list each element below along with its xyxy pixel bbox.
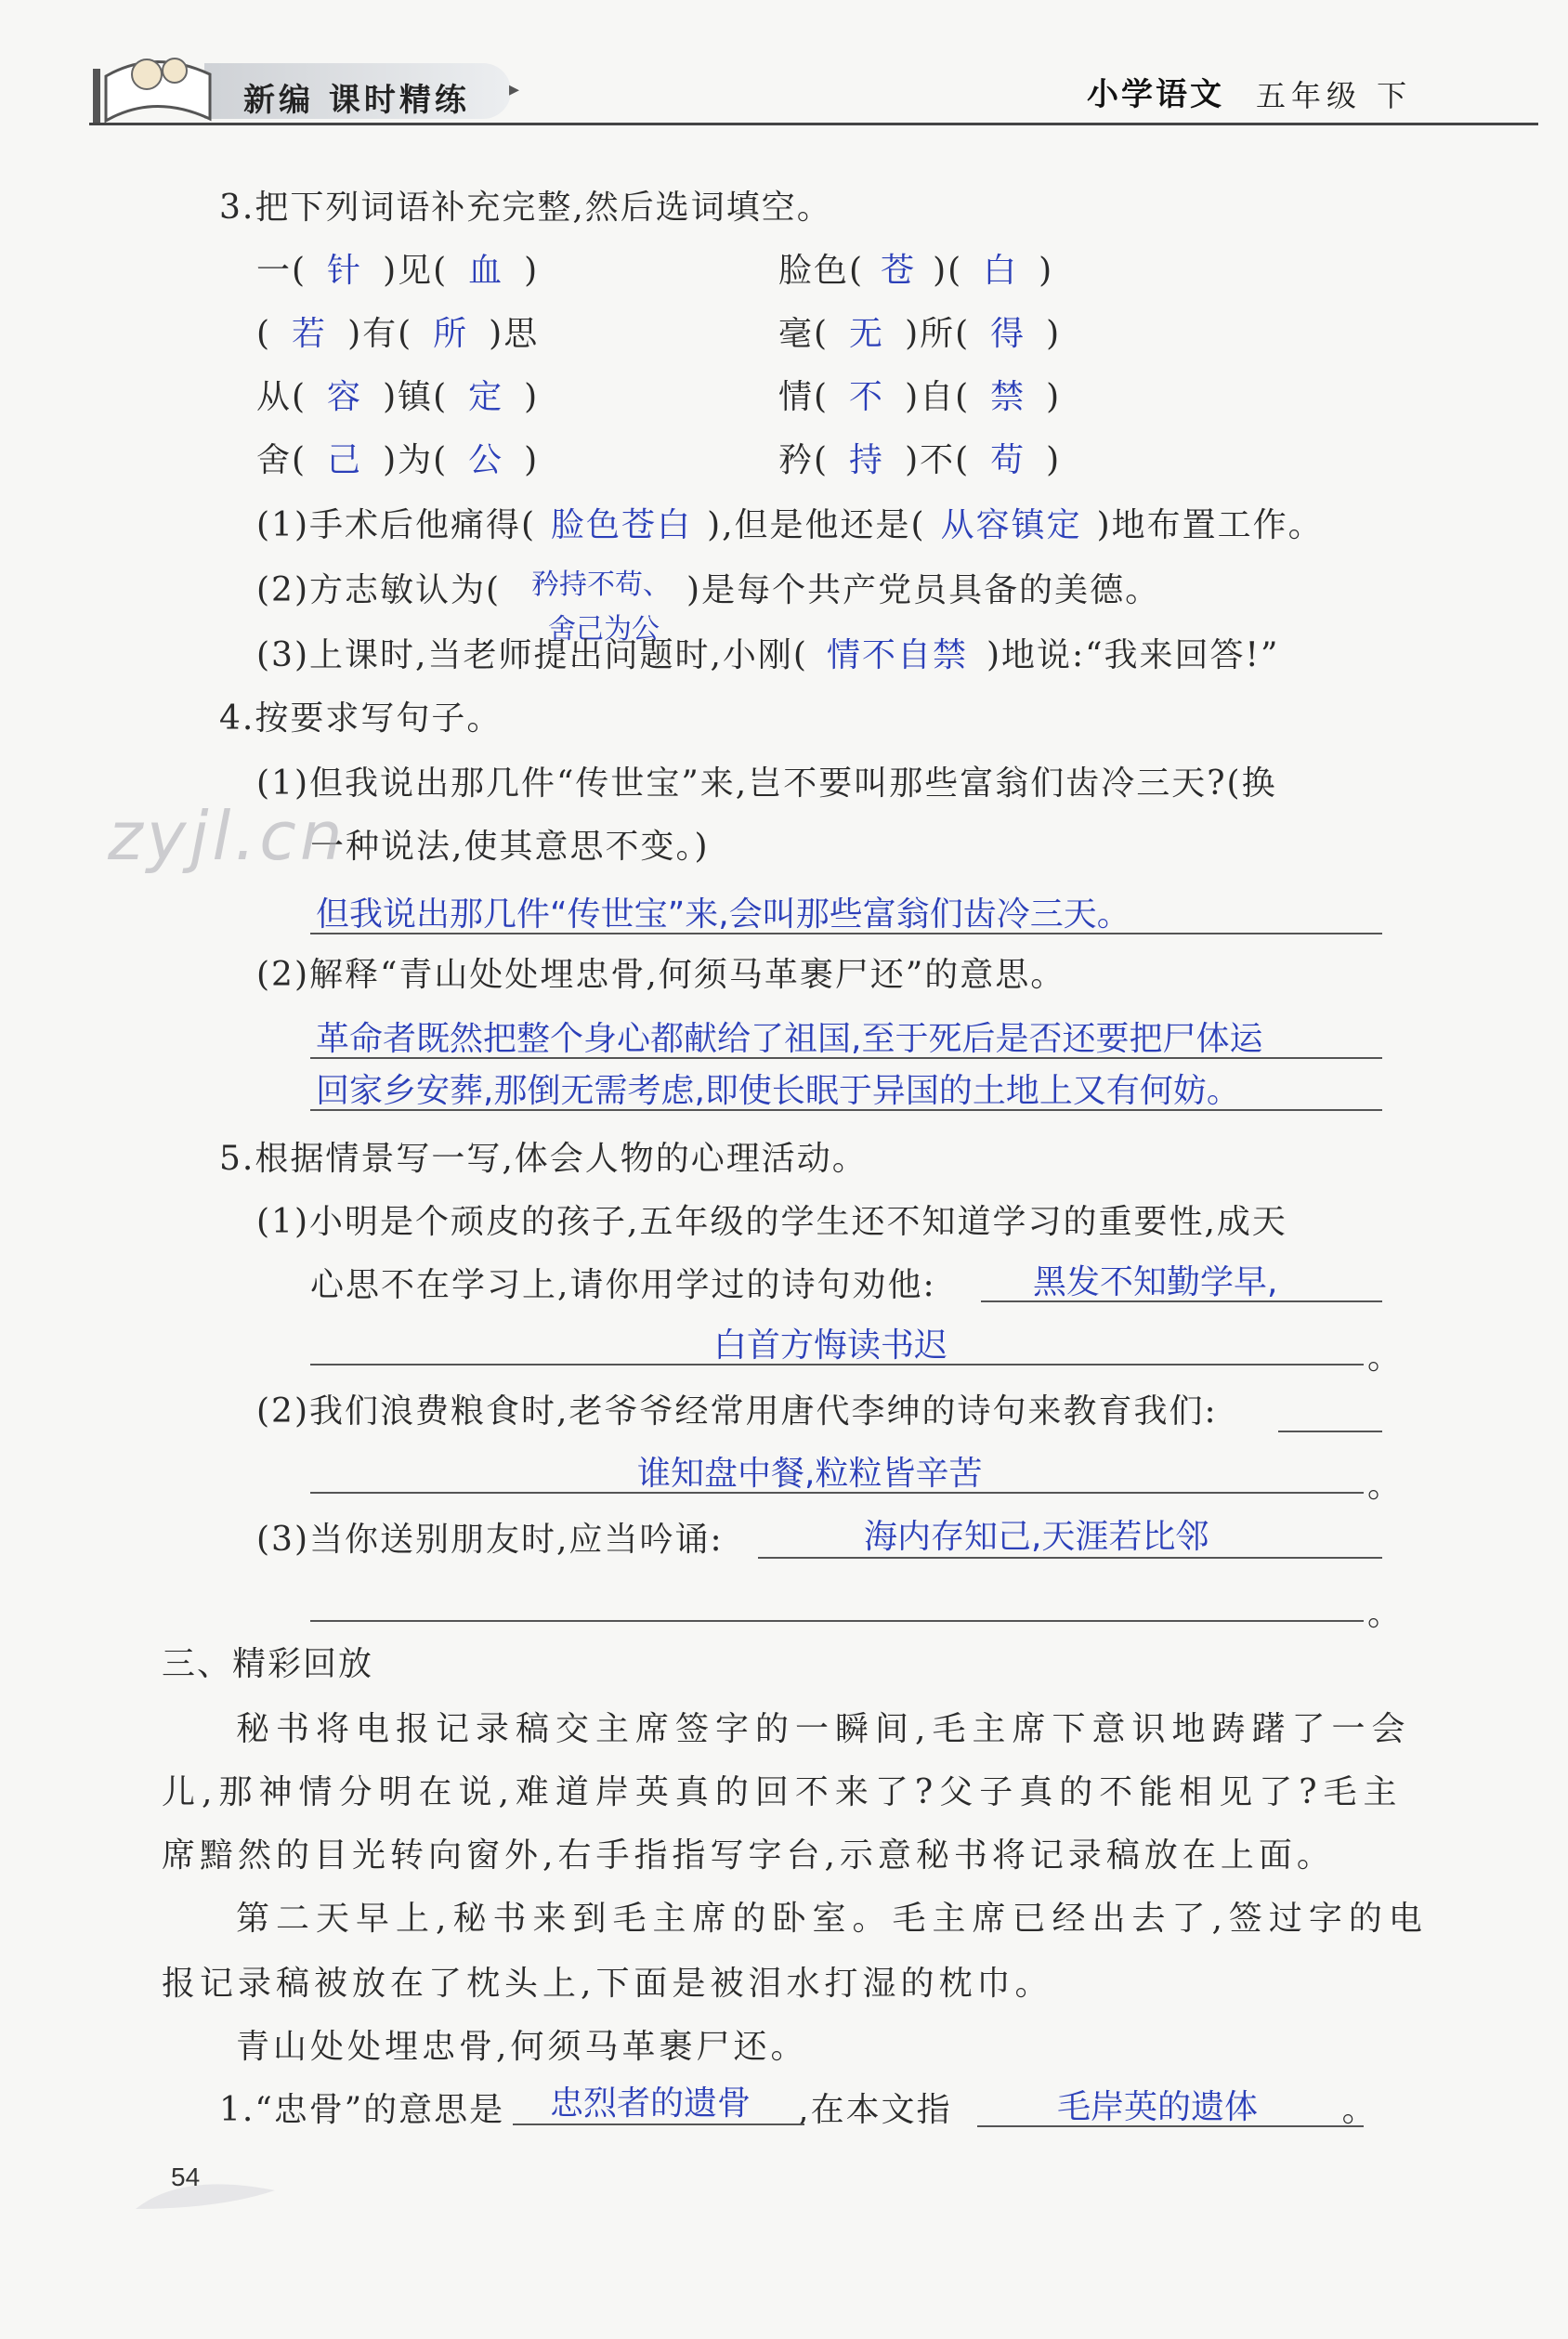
- word-pair: 情( 不 )自( 禁 ): [778, 378, 1062, 416]
- q5-part1-line2: 心思不在学习上,请你用学过的诗句劝他:: [310, 1266, 936, 1304]
- answer-line: [310, 1364, 1364, 1366]
- section3-q1-answer-1: 忠烈者的遗骨: [550, 2084, 751, 2123]
- page-number: 54: [171, 2163, 201, 2191]
- q5-title: 5.根据情景写一写,体会人物的心理活动。: [219, 1140, 868, 1178]
- answer-line: [758, 1557, 1382, 1559]
- answer-line: [513, 2123, 804, 2125]
- watermark: zyjl.cn: [108, 797, 346, 875]
- q3-sentence-1: (1)手术后他痛得( 脸色苍白 ),但是他还是( 从容镇定 )地布置工作。: [256, 506, 1324, 544]
- period: 。: [1367, 1595, 1404, 1633]
- q4-part2-answer-1: 革命者既然把整个身心都献给了祖国,至于死后是否还要把尸体运: [316, 1020, 1263, 1058]
- period: 。: [1367, 1339, 1404, 1377]
- section3-title: 三、精彩回放: [162, 1645, 374, 1683]
- q3-sentence-3: (3)上课时,当老师提出问题时,小刚( 情不自禁 )地说:“我来回答!”: [256, 636, 1280, 674]
- header-arrow-icon: ▸: [509, 78, 520, 101]
- q3-sentence-2-answer-a: 矜持不苟、: [531, 568, 671, 601]
- q4-part2-answer-2: 回家乡安葬,那倒无需考虑,即使长眠于异国的土地上又有何妨。: [316, 1072, 1240, 1110]
- passage-line: 青山处处埋忠骨,何须马革裹尸还。: [236, 2028, 808, 2066]
- section3-q1: 1.“忠骨”的意思是 ,在本文指 。: [219, 2091, 1378, 2129]
- q5-part2-line1: (2)我们浪费粮食时,老爷爷经常用唐代李绅的诗句来教育我们:: [256, 1392, 1218, 1431]
- answer-line: [310, 1057, 1382, 1059]
- q5-part3-answer: 海内存知己,天涯若比邻: [864, 1518, 1209, 1556]
- passage-line: 儿,那神情分明在说,难道岸英真的回不来了?父子真的不能相见了?毛主: [162, 1773, 1404, 1811]
- answer-line: [977, 2125, 1364, 2127]
- header-grade: 五年级 下: [1256, 78, 1413, 113]
- page-corner-decoration-icon: [126, 2153, 284, 2218]
- book-logo-icon: [89, 37, 229, 126]
- passage-line: 席黯然的目光转向窗外,右手指指写字台,示意秘书将记录稿放在上面。: [162, 1836, 1335, 1875]
- word-pair: ( 若 )有( 所 )思: [256, 315, 540, 353]
- word-pair: 脸色( 苍 )( 白 ): [778, 252, 1054, 290]
- passage-line: 第二天早上,秘书来到毛主席的卧室。毛主席已经出去了,签过字的电: [236, 1900, 1429, 1938]
- q5-part1-answer-1: 黑发不知勤学早,: [1033, 1263, 1278, 1301]
- q3-title: 3.把下列词语补充完整,然后选词填空。: [219, 189, 832, 227]
- q4-part1-answer: 但我说出那几件“传世宝”来,会叫那些富翁们齿冷三天。: [316, 895, 1130, 934]
- q3-sentence-2: (2)方志敏认为( )是每个共产党员具备的美德。: [256, 571, 1161, 609]
- q4-part1-line1: (1)但我说出那几件“传世宝”来,岂不要叫那些富翁们齿冷三天?(换: [256, 764, 1277, 803]
- passage-line: 秘书将电报记录稿交主席签字的一瞬间,毛主席下意识地踌躇了一会: [236, 1710, 1412, 1748]
- q4-title: 4.按要求写句子。: [219, 699, 503, 738]
- answer-line: [310, 1109, 1382, 1111]
- header-rule: [89, 123, 1538, 125]
- q5-part3-line1: (3)当你送别朋友时,应当吟诵:: [256, 1521, 724, 1559]
- q4-part1-line2: 一种说法,使其意思不变。): [310, 828, 710, 866]
- q5-part2-answer: 谁知盘中餐,粒粒皆辛苦: [637, 1455, 983, 1493]
- word-pair: 舍( 己 )为( 公 ): [256, 441, 540, 479]
- word-pair: 从( 容 )镇( 定 ): [256, 378, 540, 416]
- period: 。: [1367, 1467, 1404, 1505]
- passage-line: 报记录稿被放在了枕头上,下面是被泪水打湿的枕巾。: [162, 1965, 1053, 2003]
- answer-line: [310, 1492, 1364, 1494]
- answer-line: [310, 933, 1382, 934]
- word-pair: 毫( 无 )所( 得 ): [778, 315, 1062, 353]
- q5-part1-answer-2: 白首方悔读书迟: [713, 1326, 948, 1365]
- answer-line: [1278, 1431, 1382, 1432]
- word-pair: 矜( 持 )不( 苟 ): [778, 441, 1062, 479]
- answer-line: [310, 1620, 1364, 1622]
- q5-part1-line1: (1)小明是个顽皮的孩子,五年级的学生还不知道学习的重要性,成天: [256, 1203, 1287, 1241]
- word-pair: 一( 针 )见( 血 ): [256, 252, 540, 290]
- q4-part2-line1: (2)解释“青山处处埋忠骨,何须马革裹尸还”的意思。: [256, 956, 1066, 994]
- header-series: 新编 课时精练: [243, 82, 470, 119]
- header-subject: 小学语文: [1087, 76, 1224, 113]
- q3-sentence-2-answer-b: 舍己为公: [548, 613, 660, 646]
- section3-q1-answer-2: 毛岸英的遗体: [1057, 2088, 1259, 2126]
- answer-line: [981, 1300, 1382, 1302]
